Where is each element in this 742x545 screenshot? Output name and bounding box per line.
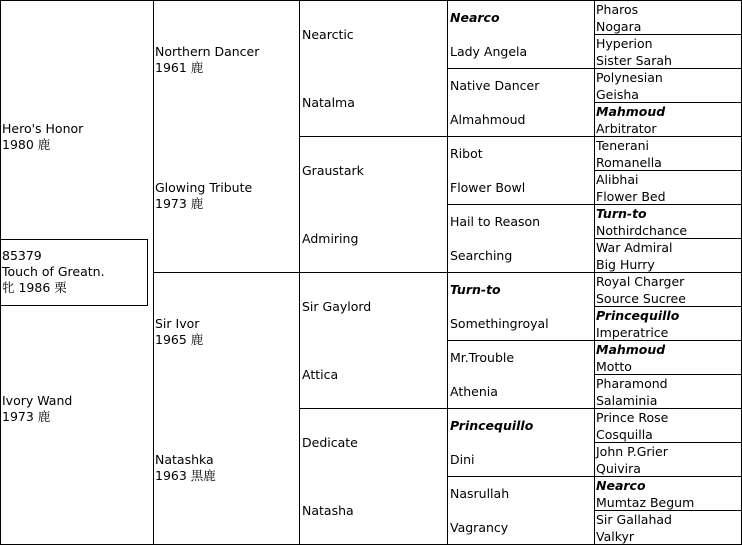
gen3-name: Sir Gaylord bbox=[302, 299, 372, 314]
gen4-name: Ribot bbox=[450, 146, 483, 161]
gen5-name: Big Hurry bbox=[596, 257, 655, 272]
gen3-name: Nearctic bbox=[302, 27, 354, 42]
gen5-name: Mahmoud bbox=[596, 342, 666, 357]
gen4-name: Athenia bbox=[450, 384, 498, 399]
gen5-name: John P.Grier bbox=[596, 444, 668, 459]
gen5-name: Alibhai bbox=[596, 172, 639, 187]
gen3-name: Natalma bbox=[302, 95, 355, 110]
gen2-name: Glowing Tribute bbox=[155, 180, 253, 195]
gen4-name: Flower Bowl bbox=[450, 180, 526, 195]
gen4-name: Hail to Reason bbox=[450, 214, 541, 229]
gen5-name: Sister Sarah bbox=[596, 53, 672, 68]
sire-name: Hero's Honor bbox=[2, 121, 84, 136]
gen3-name: Graustark bbox=[302, 163, 364, 178]
gen5-name: Sir Gallahad bbox=[596, 512, 672, 527]
gen5-name: Imperatrice bbox=[596, 325, 669, 340]
subject-sex-year-color: 牝 1986 栗 bbox=[2, 280, 67, 295]
gen4-name: Nearco bbox=[450, 10, 500, 25]
gen5-name: Arbitrator bbox=[596, 121, 657, 136]
subject-id: 85379 bbox=[2, 248, 42, 263]
gen5-name: Motto bbox=[596, 359, 632, 374]
gen4-name: Princequillo bbox=[450, 418, 534, 433]
gen5-name: Royal Charger bbox=[596, 274, 685, 289]
subject-name: Touch of Greatn. bbox=[2, 264, 105, 279]
gen3-name: Attica bbox=[302, 367, 339, 382]
gen5-name: Pharamond bbox=[596, 376, 668, 391]
gen5-name: Pharos bbox=[596, 2, 639, 17]
gen5-name: Hyperion bbox=[596, 36, 653, 51]
gen4-name: Lady Angela bbox=[450, 44, 528, 59]
gen2-name: Natashka bbox=[155, 452, 214, 467]
gen5-name: Cosquilla bbox=[596, 427, 653, 442]
gen5-name: Turn-to bbox=[596, 206, 647, 221]
dam-name: Ivory Wand bbox=[2, 393, 73, 408]
gen4-name: Turn-to bbox=[450, 282, 501, 297]
gen5-name: Polynesian bbox=[596, 70, 663, 85]
gen5-name: War Admiral bbox=[596, 240, 673, 255]
sire-year-color: 1980 鹿 bbox=[2, 137, 51, 152]
dam-year-color: 1973 鹿 bbox=[2, 409, 51, 424]
gen4-name: Vagrancy bbox=[450, 520, 509, 535]
gen2-name: Sir Ivor bbox=[155, 316, 200, 331]
gen2-year-color: 1961 鹿 bbox=[155, 60, 204, 75]
gen5-name: Mumtaz Begum bbox=[596, 495, 695, 510]
gen5-name: Mahmoud bbox=[596, 104, 666, 119]
gen2-year-color: 1965 鹿 bbox=[155, 332, 204, 347]
gen5-name: Geisha bbox=[596, 87, 639, 102]
gen4-name: Native Dancer bbox=[450, 78, 540, 93]
gen5-name: Nearco bbox=[596, 478, 646, 493]
gen5-name: Tenerani bbox=[596, 138, 650, 153]
gen5-name: Romanella bbox=[596, 155, 662, 170]
gen4-name: Almahmoud bbox=[450, 112, 526, 127]
gen4-name: Somethingroyal bbox=[450, 316, 549, 331]
gen5-name: Source Sucree bbox=[596, 291, 686, 306]
gen5-name: Nothirdchance bbox=[596, 223, 688, 238]
gen3-name: Dedicate bbox=[302, 435, 358, 450]
gen5-name: Quivira bbox=[596, 461, 641, 476]
gen3-name: Natasha bbox=[302, 503, 354, 518]
gen4-name: Nasrullah bbox=[450, 486, 510, 501]
gen3-name: Admiring bbox=[302, 231, 359, 246]
gen2-year-color: 1973 鹿 bbox=[155, 196, 204, 211]
gen5-name: Salaminia bbox=[596, 393, 658, 408]
gen4-name: Mr.Trouble bbox=[450, 350, 515, 365]
subject-box bbox=[0, 239, 148, 306]
gen5-name: Flower Bed bbox=[596, 189, 666, 204]
gen5-name: Nogara bbox=[596, 19, 642, 34]
gen5-name: Princequillo bbox=[596, 308, 680, 323]
gen5-name: Prince Rose bbox=[596, 410, 669, 425]
gen5-name: Valkyr bbox=[596, 529, 635, 544]
gen2-year-color: 1963 黒鹿 bbox=[155, 468, 216, 483]
gen2-name: Northern Dancer bbox=[155, 44, 260, 59]
gen4-name: Dini bbox=[450, 452, 475, 467]
gen4-name: Searching bbox=[450, 248, 513, 263]
